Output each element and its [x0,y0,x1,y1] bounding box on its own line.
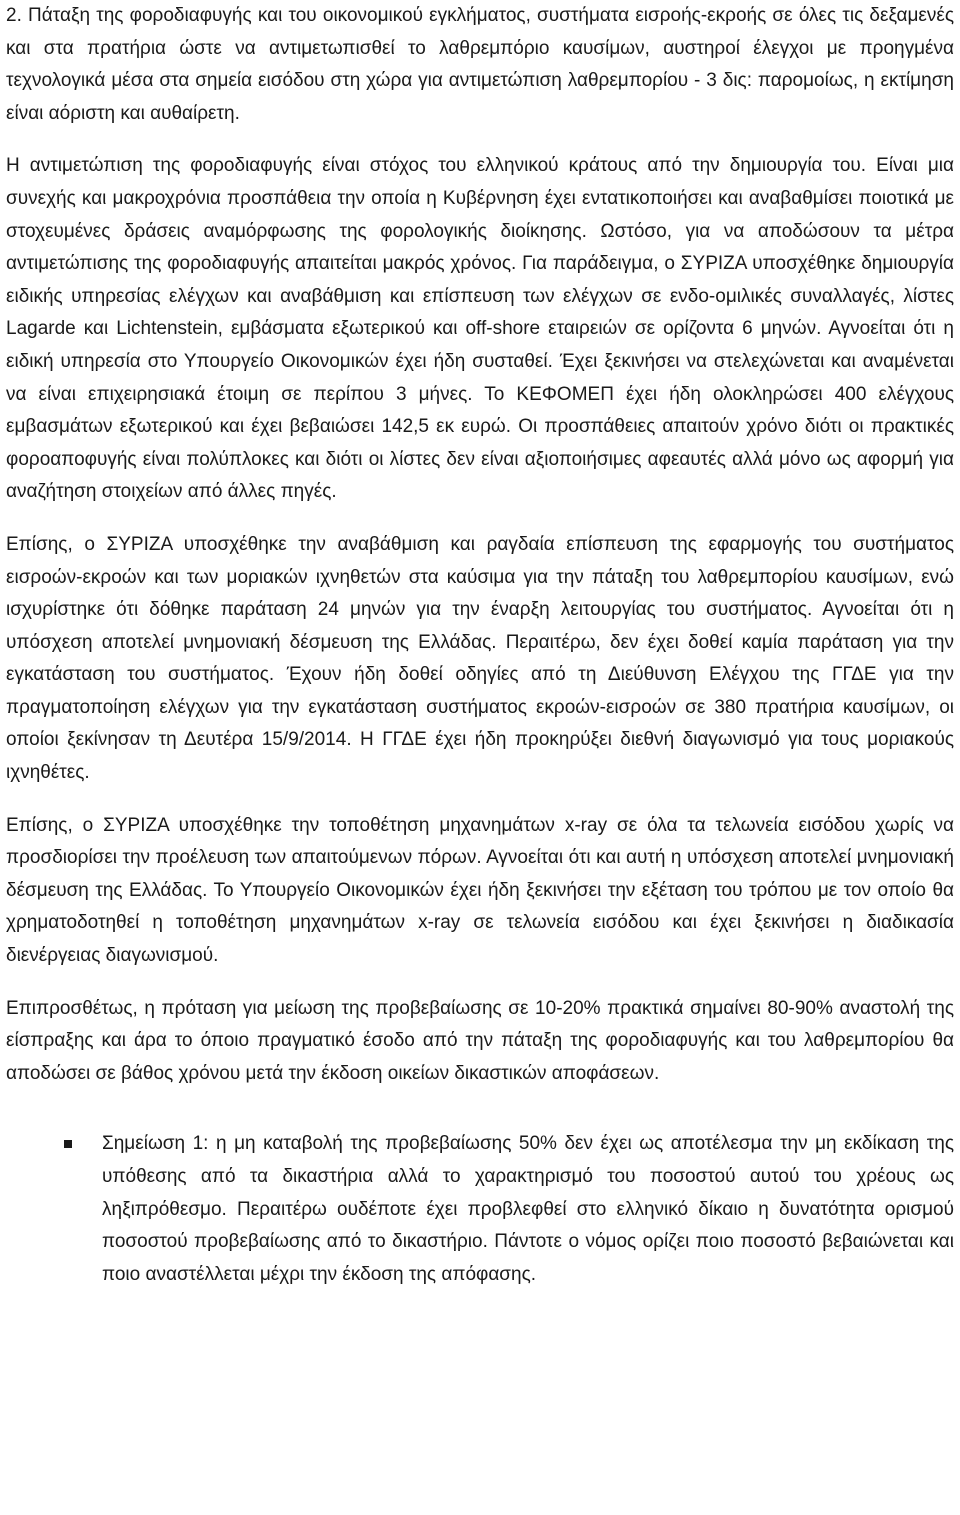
square-bullet-icon [64,1140,72,1148]
note-bullet-text: Σημείωση 1: η μη καταβολή της προβεβαίωσης 50% δεν έχει ως αποτέλεσμα την μη εκδίκαση της υπόθεσης από τα δικαστήρια αλλά το χαρακτηρισμό του ποσοστού αυτού του χρέους ως ληξιπρόθεσμο. Περαιτέρω ουδέποτε έχει προβλεφθεί στο ελληνικό δίκαιο η δυνατότητα ορισμού ποσοστού προβεβαίωσης από το δικαστήριο. Πάντοτε ο νόμος ορίζει ποιο ποσοστό βεβαιώνεται και ποιο αναστέλλεται μέχρι την έκδοση της απόφασης. [102,1133,954,1285]
paragraph-section-2-intro: 2. Πάταξη της φοροδιαφυγής και του οικονομικού εγκλήματος, συστήματα εισροής-εκροής σε όλες τις δεξαμενές και στα πρατήρια ώστε να αντιμετωπισθεί το λαθρεμπόριο καυσίμων, αυστηροί έλεγχοι με προηγμένα τεχνολογικά μέσα στα σημεία εισόδου στη χώρα για αντιμετώπιση λαθρεμπορίου - 3 δις: παρομοίως, η εκτίμηση είναι αόριστη και αυθαίρετη. [6,5,954,124]
document-page [6,0,954,1291]
note-bullet-item [6,1128,954,1291]
paragraph-tax-evasion: Η αντιμετώπιση της φοροδιαφυγής είναι στόχος του ελληνικού κράτους από την δημιουργία του. Είναι μια συνεχής και μακροχρόνια προσπάθεια την οποία η Κυβέρνηση έχει εντατικοποιήσει και αναβαθμίσει ποιοτικά με στοχευμένες δράσεις αναμόρφωσης της φορολογικής διοίκησης. Ωστόσο, για να αποδώσουν τα μέτρα αντιμετώπισης της φοροδιαφυγής απαιτείται μακρός χρόνος. Για παράδειγμα, ο ΣΥΡΙΖΑ υποσχέθηκε δημιουργία ειδικής υπηρεσίας ελέγχων και αναβάθμιση και επίσπευση των ελέγχων σε ενδο-ομιλικές συναλλαγές, λίστες Lagarde και Lichtenstein, εμβάσματα εξωτερικού και off-shore εταιρειών σε ορίζοντα 6 μηνών. Αγνοείται ότι η ειδική υπηρεσία στο Υπουργείο Οικονομικών έχει ήδη συσταθεί. Έχει ξεκινήσει να στελεχώνεται και αναμένεται να είναι επιχειρησιακά έτοιμη σε περίπου 3 μήνες. Το ΚΕΦΟΜΕΠ έχει ήδη ολοκληρώσει 400 ελέγχους εμβασμάτων εξωτερικού και έχει βεβαιώσει 142,5 εκ ευρώ. Οι προσπάθειες απαιτούν χρόνο διότι οι πρακτικές φοροαποφυγής είναι πολύπλοκες και διότι οι λίστες δεν είναι αξιοποιήσιμες αφεαυτές αλλά μόνο ως αφορμή για αναζήτηση στοιχείων από άλλες πηγές. [6,155,954,503]
paragraph-x-ray: Επίσης, ο ΣΥΡΙΖΑ υποσχέθηκε την τοποθέτηση μηχανημάτων x-ray σε όλα τα τελωνεία εισόδου χωρίς να προσδιορίσει την προέλευση των απαιτούμενων πόρων. Αγνοείται ότι και αυτή η υπόσχεση αποτελεί μνημονιακή δέσμευση της Ελλάδας. Το Υπουργείο Οικονομικών έχει ήδη ξεκινήσει την εξέταση του τρόπου με τον οποίο θα χρηματοδοτηθεί η τοποθέτηση μηχανημάτων x-ray σε τελωνεία εισόδου και έχει ξεκινήσει η διαδικασία διενέργειας διαγωνισμού. [6,814,954,967]
paragraph-prepayment: Επιπροσθέτως, η πρόταση για μείωση της προβεβαίωσης σε 10-20% πρακτικά σημαίνει 80-90% αναστολή της είσπραξης και άρα το όποιο πραγματικό έσοδο από την πάταξη της φοροδιαφυγής και του λαθρεμπορίου θα αποδώσει σε βάθος χρόνου μετά την έκδοση οικείων δικαστικών αποφάσεων. [6,997,954,1084]
paragraph-fuel-systems: Επίσης, ο ΣΥΡΙΖΑ υποσχέθηκε την αναβάθμιση και ραγδαία επίσπευση της εφαρμογής του συστήματος εισροών-εκροών και των μοριακών ιχνηθετών στα καύσιμα για την πάταξη του λαθρεμπορίου καυσίμων, ενώ ισχυρίστηκε ότι δόθηκε παράταση 24 μηνών για την έναρξη λειτουργίας του συστήματος. Αγνοείται ότι η υπόσχεση αποτελεί μνημονιακή δέσμευση της Ελλάδας. Περαιτέρω, δεν έχει δοθεί καμία παράταση για την εγκατάσταση του συστήματος. Έχουν ήδη δοθεί οδηγίες από τη Διεύθυνση Ελέγχου της ΓΓΔΕ για την πραγματοποίηση ελέγχων για την εγκατάσταση συστήματος εκροών-εισροών σε 380 πρατήρια καυσίμων, οι οποίοι ξεκίνησαν τη Δευτέρα 15/9/2014. Η ΓΓΔΕ έχει ήδη προκηρύξει διεθνή διαγωνισμό για τους μοριακούς ιχνηθέτες. [6,533,954,784]
